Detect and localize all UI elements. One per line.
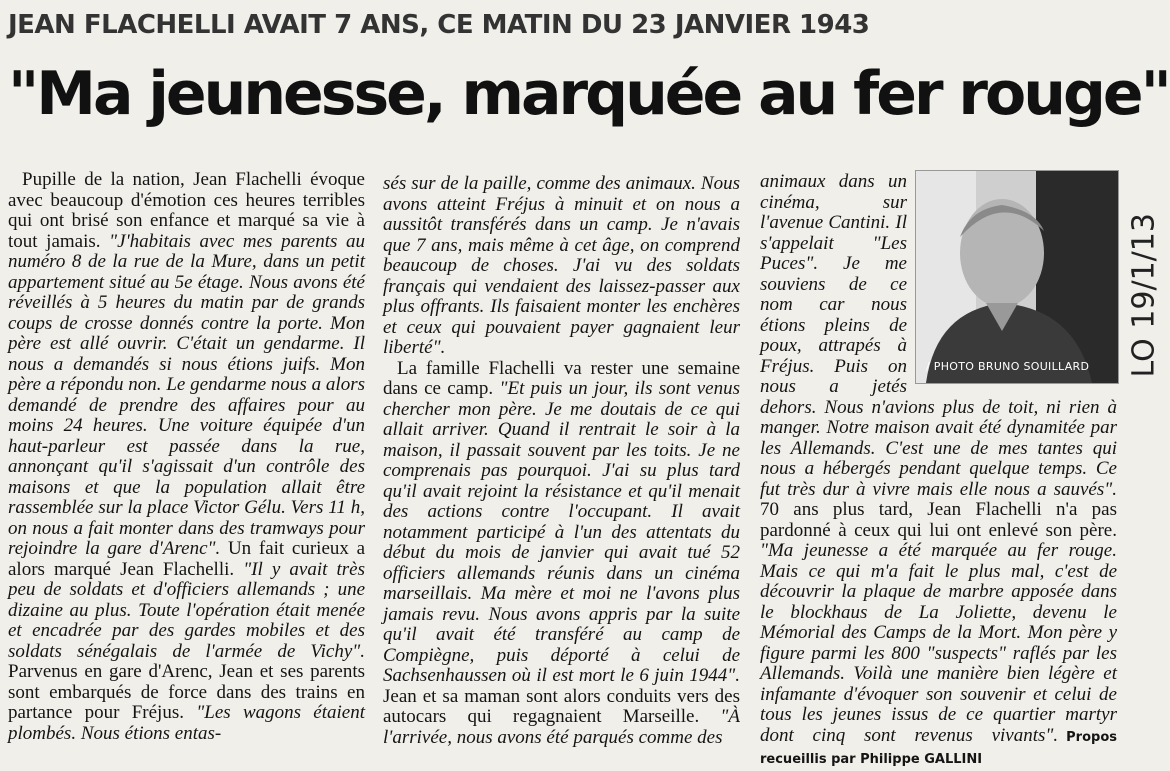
article-column-2	[383, 174, 740, 748]
paragraph	[8, 170, 365, 744]
quote: "Il y avait très peu de soldats et d'officiers allemands ; une dizaine au plus. Toute l'opération était menée et encadrée par des gardes mobiles et des soldats sénégalais de l'armée de Vichy".	[8, 558, 365, 662]
body-text: La famille Flachelli va rester une semaine dans ce camp.	[383, 357, 740, 399]
quote: "À l'arrivée, nous avons été parqués comme des	[383, 706, 740, 748]
intro-text: Pupille de la nation, Jean Flachelli évoque avec beaucoup d'émotion ces heures terribles qui ont brisé son enfance et marqué sa vie à tout jamais.	[8, 169, 365, 252]
body-text: Jean et sa maman sont alors conduits vers des autocars qui regagnaient Marseille.	[383, 685, 740, 727]
body-text: Parvenus en gare d'Arenc, Jean et ses parents sont embarqués de force dans des trains en partance pour Fréjus.	[8, 661, 365, 723]
portrait-illustration	[916, 171, 1118, 383]
article-column-1	[8, 170, 365, 744]
photo-caption: / PHOTO BRUNO SOUILLARD	[926, 359, 1090, 373]
article-kicker: JEAN FLACHELLI AVAIT 7 ANS, CE MATIN DU 23 JANVIER 1943	[8, 10, 870, 40]
portrait-photo	[915, 170, 1117, 382]
article-column-3	[760, 172, 1117, 771]
quote: sés sur de la paille, comme des animaux. Nous avons atteint Fréjus à minuit et on nous a aussitôt transférés dans un camp. Je n'avais que 7 ans, mais même à cet âge, on comprend beaucoup de choses. J'ai vu des soldats français qui vendaient des laissez-passer aux plus offrants. Ils faisaient monter les enchères et ceux qui pouvaient payer gagnaient leur liberté".	[383, 173, 740, 358]
body-text: 70 ans plus tard, Jean Flachelli n'a pas pardonné à ceux qui lui ont enlevé son père.	[760, 499, 1117, 541]
quote: animaux dans un cinéma, sur l'avenue Cantini. Il s'appelait "Les Puces". Je me souviens de ce nom car nous étions pleins de poux, attrapés à Fréjus. Puis on nous a jetés dehors. Nous n'avions plus de toit, ni rien à manger. Notre maison avait été dynamitée par les Allemands. C'est une de mes tantes qui nous a hébergés pendant quelque temps. Ce fut très dur à vivre mais elle nous a sauvés".	[760, 171, 1117, 500]
quote: "Ma jeunesse a été marquée au fer rouge. Mais ce qui m'a fait le plus mal, c'est de découvrir la plaque de marbre apposée dans le blockhaus de La Joliette, devenu le Mémorial des Camps de la Mort. Mon père y figure parmi les 800 "suspects" raflés par les Allemands. Voilà une manière bien légère et infamante d'évoquer son souvenir et celui de tous les jeunes issus de ce quartier martyr dont cinq sont revenus vivants".	[760, 540, 1117, 746]
quote: "J'habitais avec mes parents au numéro 8 de la rue de la Mure, dans un petit appartement situé au 5e étage. Nous avons été réveillés à 5 heures du matin par de grands coups de crosse donnés contre la porte. Mon père est allé ouvrir. C'était un gendarme. Il nous a demandés si nous étions juifs. Mon père a répondu non. Le gendarme nous a alors demandé de prendre des affaires pour au moins 24 heures. Une voiture équipée d'un haut-parleur est passée dans la rue, annonçant qu'il s'agissait d'un contrôle des maisons et que la population allait être rassemblée sur la place Victor Gélu. Vers 11 h, on nous a fait monter dans des tramways pour rejoindre la gare d'Arenc".	[8, 230, 365, 559]
article-credit: Propos recueillis par Philippe GALLINI	[760, 729, 1117, 767]
quote: "Et puis un jour, ils sont venus chercher mon père. Je me doutais de ce qui allait arriver. Quand il rentrait le soir à la maison, il passait souvent par les toits. Je ne comprenais pas pourquoi. J'ai su plus tard qu'il avait rejoint la résistance et qu'il menait des actions contre l'occupant. Il avait notamment participé à l'un des attentats du début du mois de janvier qui avait tué 52 officiers allemands réunis dans un cinéma marseillais. Ma mère et moi ne l'avons plus jamais revu. Nous avons appris par la suite qu'il avait été transféré au camp de Compiègne, puis déporté à celui de Sachsenhaussen où il est mort le 6 juin 1944".	[383, 378, 740, 686]
handwritten-annotation	[1122, 190, 1162, 378]
paragraph	[383, 174, 740, 359]
photo-image	[915, 170, 1119, 384]
quote: "Les wagons étaient plombés. Nous étions entas-	[8, 702, 365, 744]
article-headline: "Ma jeunesse, marquée au fer rouge"	[8, 59, 1169, 129]
handwritten-date: LO 19/1/13	[1126, 213, 1162, 378]
paragraph	[383, 359, 740, 749]
body-text: Un fait curieux a alors marqué Jean Flachelli.	[8, 538, 366, 580]
